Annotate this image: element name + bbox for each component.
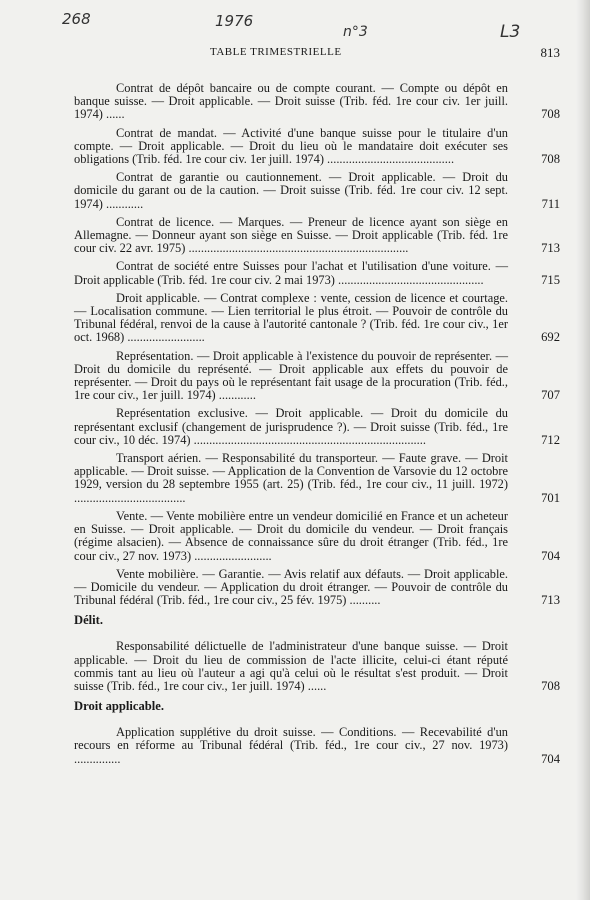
entry-page-ref: 713 <box>541 593 560 608</box>
entry-text: Contrat de garantie ou cautionnement. — Droit applicable. — Droit du domicile du garant ou de la caution. — Droit suisse (Trib. féd. 1re cour civ. 12 sept. 1974) ............ <box>74 170 508 211</box>
entry-page-ref: 713 <box>541 241 560 256</box>
entry-page-ref: 707 <box>541 388 560 403</box>
entry-text: Contrat de société entre Suisses pour l'achat et l'utilisation d'une voiture. — Droit applicable (Trib. féd. 1re cour civ. 2 mai 1973) ............................................... <box>74 259 508 287</box>
entry-text: Contrat de licence. — Marques. — Preneur de licence ayant son siège en Allemagne. — Donneur ayant son siège en Suisse. — Droit applicable (Trib. féd. 1re cour civ. 22 avr. 1975) ....................................................................... <box>74 214 508 256</box>
index-entry <box>74 407 560 447</box>
running-header <box>210 46 560 62</box>
entry-page-ref: 704 <box>541 548 560 563</box>
page-number: 813 <box>540 45 560 60</box>
entry-page-ref: 692 <box>541 330 560 345</box>
section-heading-droit-applicable: Droit applicable. <box>74 699 165 714</box>
running-title: TABLE TRIMESTRIELLE <box>210 46 342 58</box>
entry-text: Représentation exclusive. — Droit applicable. — Droit du domicile du représentant exclusif (changement de jurisprudence ?). — Droit suisse (Trib. féd., 1re cour civ., 10 déc. 1974) ........................................................................... <box>74 406 508 447</box>
handwritten-note-issue: n°3 <box>343 24 368 40</box>
index-entry <box>74 127 560 167</box>
entries-droit-applicable <box>74 726 560 766</box>
index-entry <box>74 292 560 345</box>
index-entry <box>74 216 560 256</box>
entry-text: Représentation. — Droit applicable à l'existence du pouvoir de représenter. — Droit du domicile du représenté. — Droit applicable aux effets du pouvoir de représenter. — Droit du pays où le représentant fait usage de la procuration (Trib. féd., 1re cour civ., 1er juill. 1974) ............ <box>74 348 508 403</box>
index-entry <box>74 350 560 403</box>
index-entry <box>74 568 560 608</box>
entry-text: Vente mobilière. — Garantie. — Avis relatif aux défauts. — Droit applicable. — Domicile du vendeur. — Application du droit étranger. — Pouvoir de contrôle du Tribunal fédéral (Trib. féd., 1re cour civ., 25 fév. 1975) .......... <box>74 566 508 608</box>
index-entry <box>74 260 560 286</box>
handwritten-note-code: L3 <box>500 22 521 42</box>
section-heading-delit: Délit. <box>74 613 104 628</box>
entry-page-ref: 704 <box>541 751 560 766</box>
entry-text: Contrat de dépôt bancaire ou de compte courant. — Compte ou dépôt en banque suisse. — Droit applicable. — Droit suisse (Trib. féd. 1re cour civ. 1er juill. 1974) ...... <box>74 81 508 122</box>
handwritten-note-year: 1976 <box>215 12 254 30</box>
entry-text: Responsabilité délictuelle de l'administrateur d'une banque suisse. — Droit applicable. — Droit du lieu de commission de l'acte illicite, celui-ci étant réputé commis tant au lieu où l'auteur a agi qu'à celui où le résultat s'est produit. — Droit suisse (Trib. féd., 1re cour civ., 1er juill. 1974) ...... <box>74 639 508 693</box>
entry-page-ref: 708 <box>541 152 560 167</box>
entry-page-ref: 715 <box>541 272 560 287</box>
entry-text: Transport aérien. — Responsabilité du transporteur. — Faute grave. — Droit applicable. — Droit suisse. — Application de la Convention de Varsovie du 12 octobre 1929, version du 28 septembre 1955 (art. 25) (Trib. féd., 1re cour civ., 11 juill. 1972) .................................... <box>74 451 508 505</box>
entry-text: Droit applicable. — Contrat complexe : vente, cession de licence et courtage. — Localisation commune. — Lien territorial le plus étroit. — Pouvoir de contrôle du Tribunal fédéral, renvoi de la cause à l'autorité cantonale ? (Trib. féd. 1re cour civ., 1er oct. 1968) ......................... <box>74 290 508 345</box>
entries-list <box>74 82 560 607</box>
index-entry <box>74 640 560 693</box>
entry-text: Contrat de mandat. — Activité d'une banque suisse pour le titulaire d'un compte. — Droit applicable. — Droit du lieu où le mandataire doit exécuter ses obligations (Trib. féd. 1re cour civ. 1er juill. 1974) ......................................... <box>74 125 508 167</box>
entry-text: Vente. — Vente mobilière entre un vendeur domicilié en France et un acheteur en Suisse. — Droit applicable. — Droit du domicile du vendeur. — Droit français (régime alsacien). — Absence de connaissance sûre du droit étranger (Trib. féd., 1re cour civ., 27 nov. 1973) ......................... <box>74 508 508 563</box>
entry-page-ref: 708 <box>541 107 560 122</box>
entry-page-ref: 711 <box>541 196 560 211</box>
entries-delit <box>74 640 560 693</box>
index-entry <box>74 82 560 122</box>
entry-page-ref: 712 <box>541 432 560 447</box>
entry-page-ref: 701 <box>541 490 560 505</box>
index-entry <box>74 171 560 211</box>
index-entry <box>74 452 560 505</box>
handwritten-note-number: 268 <box>62 10 91 28</box>
index-entry <box>74 510 560 563</box>
page-edge-shadow <box>576 0 590 900</box>
entry-text: Application supplétive du droit suisse. — Conditions. — Recevabilité d'un recours en réforme au Tribunal fédéral (Trib. féd., 1re cour civ., 27 nov. 1973) ............... <box>74 725 508 766</box>
entry-page-ref: 708 <box>541 678 560 693</box>
index-entry <box>74 726 560 766</box>
index-content <box>74 82 560 771</box>
